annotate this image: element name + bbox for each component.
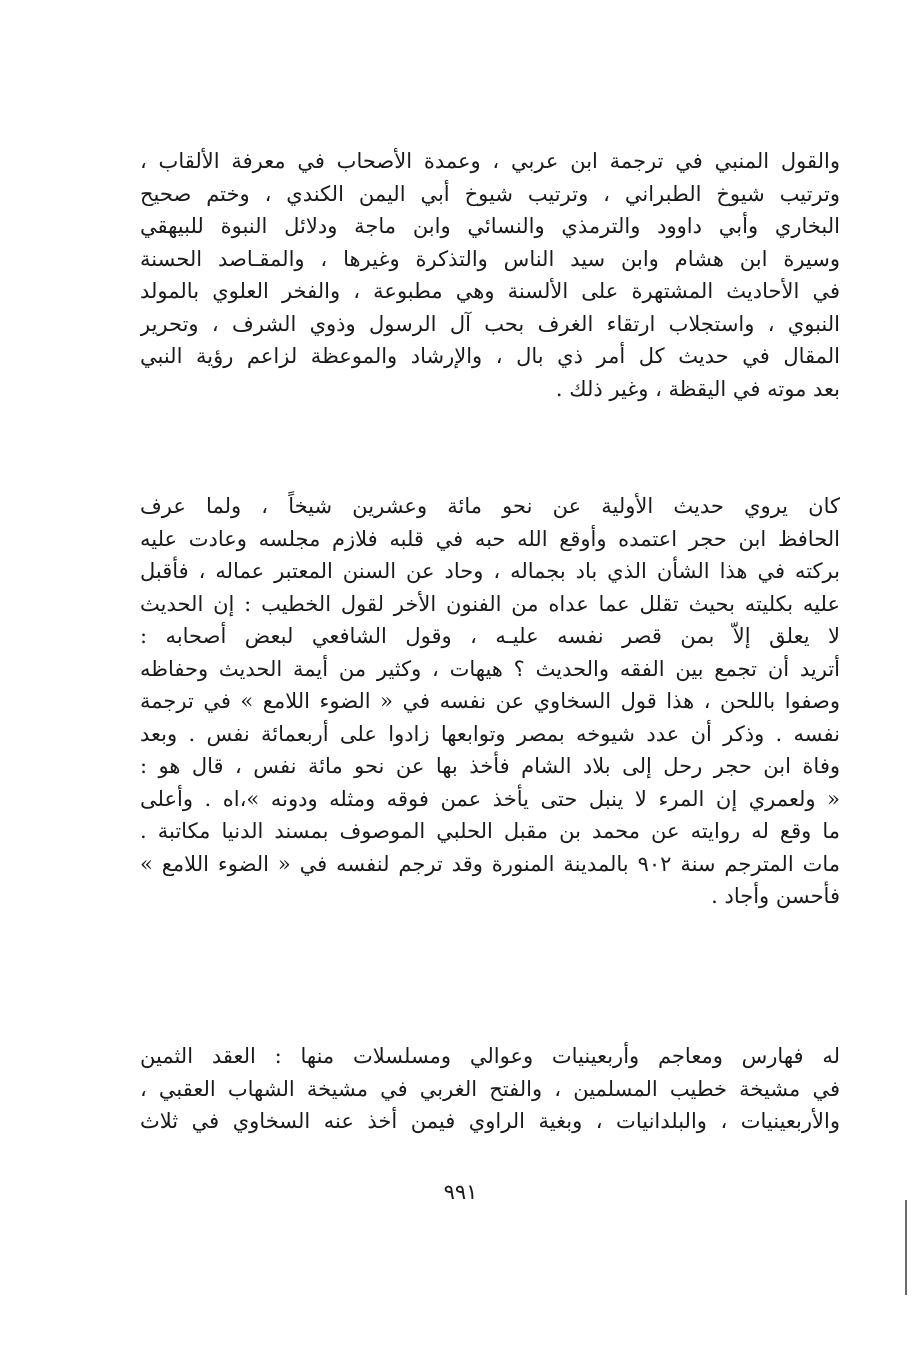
text-line: لا يعلق إلاّ بمن قصر نفسه عليـه ، وقول الشافعي لبعض أصحابه : bbox=[140, 624, 840, 648]
text-line: وصفوا باللحن ، هذا قول السخاوي عن نفسه في « الضوء اللامع » في ترجمة bbox=[140, 689, 840, 713]
page-number: ٩٩١ bbox=[443, 1180, 478, 1204]
text-line: له فهارس ومعاجم وأربعينيات وعوالي ومسلسلات منها : العقد الثمين bbox=[140, 1044, 840, 1068]
text-line: بركته في هذا الشأن الذي باد بجماله ، وحاد عن السنن المعتبر عماله ، فأقبل bbox=[140, 559, 840, 583]
text-line: أتريد أن تجمع بين الفقه والحديث ؟ هيهات ، وكثير من أيمة الحديث وحفاظه bbox=[140, 656, 840, 681]
text-line: مات المترجم سنة ٩٠٢ بالمدينة المنورة وقد ترجم لنفسه في « الضوء اللامع » bbox=[140, 851, 840, 876]
paragraph-1 bbox=[140, 145, 840, 405]
text-line: كان يروي حديث الأولية عن نحو مائة وعشرين شيخاً ، ولما عرف bbox=[140, 494, 840, 518]
text-line: وترتيب شيوخ الطبراني ، وترتيب شيوخ أبي اليمن الكندي ، وختم صحيح bbox=[140, 181, 840, 206]
paragraph-3 bbox=[140, 1040, 840, 1138]
text-line: ما وقع له روايته عن محمد بن مقبل الحلبي الموصوف بمسند الدنيا مكاتبة . bbox=[140, 819, 840, 843]
text-line: بعد موته في اليقظة ، وغير ذلك . bbox=[555, 376, 840, 401]
text-line: عليه بكليته بحيث تقلل عما عداه من الفنون الأخر لقول الخطيب : إن الحديث bbox=[140, 591, 840, 616]
text-line: وسيرة ابن هشام وابن سيد الناس والتذكرة وغيرها ، والمقـاصد الحسنة bbox=[140, 246, 840, 271]
text-line: نفسه . وذكر أن عدد شيوخه بمصر وتوابعها زادوا على أربعمائة نفس . وبعد bbox=[140, 721, 840, 746]
text-line: النبوي ، واستجلاب ارتقاء الغرف بحب آل الرسول وذوي الشرف ، وتحرير bbox=[140, 311, 840, 336]
text-line: وفاة ابن حجر رحل إلى بلاد الشام فأخذ بها عن نحو مائة نفس ، قال هو : bbox=[140, 754, 840, 778]
text-line: والقول المنبي في ترجمة ابن عربي ، وعمدة الأصحاب في معرفة الألقاب ، bbox=[140, 149, 840, 173]
paragraph-2 bbox=[140, 490, 840, 913]
text-line: في مشيخة خطيب المسلمين ، والفتح الغربي في مشيخة الشهاب العقبي ، bbox=[140, 1076, 840, 1101]
text-line: البخاري وأبي داوود والترمذي والنسائي وابن ماجة ودلائل النبوة للبيهقي bbox=[140, 214, 840, 238]
text-line: في الأحاديث المشتهرة على الألسنة وهي مطبوعة ، والفخر العلوي بالمولد bbox=[140, 279, 840, 303]
text-line: والأربعينيات ، والبلدانيات ، وبغية الراوي فيمن أخذ عنه السخاوي في ثلاث bbox=[140, 1109, 840, 1133]
text-line: المقال في حديث كل أمر ذي بال ، والإرشاد والموعظة لزاعم رؤية النبي bbox=[140, 344, 840, 368]
text-line: فأحسن وأجاد . bbox=[711, 884, 840, 908]
text-line: الحافظ ابن حجر اعتمده وأوقع الله حبه في قلبه فلازم مجلسه وعادت عليه bbox=[140, 526, 840, 551]
page-edge-mark bbox=[905, 1200, 907, 1295]
text-line: « ولعمري إن المرء لا ينبل حتى يأخذ عمن فوقه ومثله ودونه »،اه . وأعلى bbox=[140, 786, 840, 811]
